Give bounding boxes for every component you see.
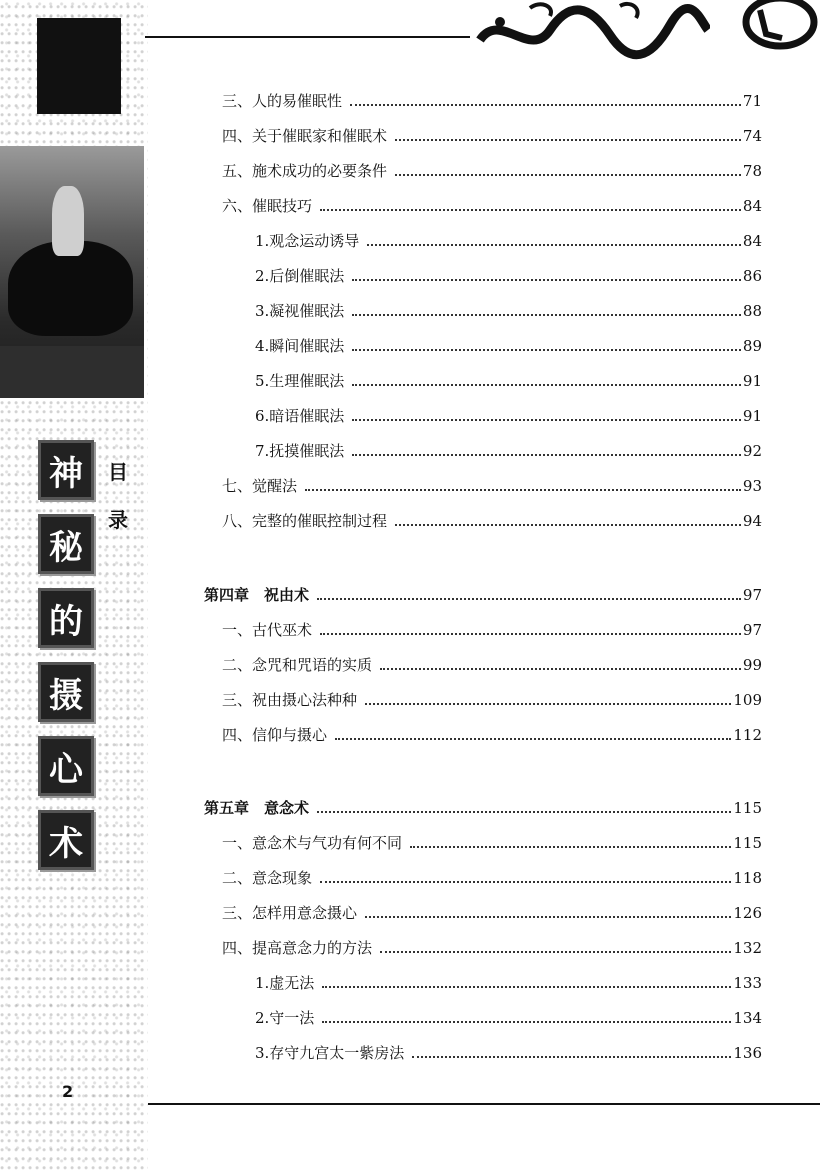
toc-entry-page: 115 (733, 834, 762, 852)
leader-dots (317, 811, 731, 813)
toc-entry-page: 132 (733, 939, 762, 957)
leader-dots (320, 633, 741, 635)
toc-entry[interactable] (255, 335, 762, 356)
leader-dots (395, 524, 741, 526)
toc-entry-page: 91 (742, 407, 762, 425)
toc-entry[interactable] (222, 689, 762, 710)
toc-entry-page: 84 (742, 232, 762, 250)
toc-entry[interactable] (222, 510, 762, 531)
toc-entry-page: 86 (742, 267, 762, 285)
toc-entry-page: 94 (742, 512, 762, 530)
contents-label-char: 目 (108, 460, 128, 484)
toc-entry[interactable] (255, 370, 762, 391)
toc-entry-label: 5.生理催眠法 (255, 372, 345, 390)
toc-entry[interactable] (255, 265, 762, 286)
leader-dots (352, 454, 741, 456)
leader-dots (410, 846, 731, 848)
toc-entry-page: 136 (733, 1044, 762, 1062)
toc-entry-label: 一、意念术与气功有何不同 (222, 834, 403, 852)
leader-dots (320, 881, 731, 883)
toc-entry[interactable] (222, 90, 762, 111)
toc-entry[interactable] (222, 832, 762, 853)
toc-entry-label: 三、人的易催眠性 (222, 92, 343, 110)
toc-entry-page: 133 (733, 974, 762, 992)
leader-dots (365, 703, 731, 705)
toc-entry-page: 93 (742, 477, 762, 495)
toc-entry-label: 6.暗语催眠法 (255, 407, 345, 425)
toc-entry-label: 四、提高意念力的方法 (222, 939, 373, 957)
leader-dots (317, 598, 741, 600)
leader-dots (305, 489, 741, 491)
leader-dots (352, 384, 741, 386)
leader-dots (367, 244, 741, 246)
toc-entry[interactable] (255, 405, 762, 426)
toc-entry-page: 91 (742, 372, 762, 390)
title-char: 秘 (38, 514, 94, 574)
toc-entry-label: 7.抚摸催眠法 (255, 442, 345, 460)
leader-dots (365, 916, 731, 918)
toc-entry-label: 七、觉醒法 (222, 477, 298, 495)
toc-entry-label: 二、意念现象 (222, 869, 313, 887)
toc-entry-label: 四、信仰与摄心 (222, 726, 328, 744)
leader-dots (322, 986, 731, 988)
footer-rule (148, 1103, 820, 1105)
toc-entry[interactable] (222, 195, 762, 216)
title-char: 的 (38, 588, 94, 648)
leader-dots (350, 104, 741, 106)
toc-entry-label: 第四章 祝由术 (204, 586, 310, 604)
leader-dots (412, 1056, 731, 1058)
toc-entry[interactable] (255, 972, 762, 993)
leader-dots (352, 314, 741, 316)
toc-entry-page: 92 (742, 442, 762, 460)
toc-entry[interactable] (222, 902, 762, 923)
toc-entry-label: 3.凝视催眠法 (255, 302, 345, 320)
toc-entry-label: 二、念咒和咒语的实质 (222, 656, 373, 674)
toc-entry[interactable] (222, 160, 762, 181)
leader-dots (352, 279, 741, 281)
toc-entry-label: 八、完整的催眠控制过程 (222, 512, 388, 530)
toc-entry-page: 112 (733, 726, 762, 744)
title-char: 摄 (38, 662, 94, 722)
toc-entry-label: 一、古代巫术 (222, 621, 313, 639)
toc-entry-label: 第五章 意念术 (204, 799, 310, 817)
leader-dots (380, 668, 741, 670)
toc-entry-page: 109 (733, 691, 762, 709)
page-number: 2 (62, 1082, 74, 1101)
toc-entry-label: 四、关于催眠家和催眠术 (222, 127, 388, 145)
toc-entry-label: 2.守一法 (255, 1009, 315, 1027)
toc-chapter-row[interactable] (204, 797, 762, 818)
toc-entry-page: 97 (742, 586, 762, 604)
toc-entry-label: 三、怎样用意念摄心 (222, 904, 358, 922)
leader-dots (322, 1021, 731, 1023)
toc-entry[interactable] (255, 230, 762, 251)
toc-entry-page: 97 (742, 621, 762, 639)
toc-entry-page: 126 (733, 904, 762, 922)
toc-entry-page: 115 (733, 799, 762, 817)
leader-dots (320, 209, 741, 211)
toc-entry[interactable] (255, 440, 762, 461)
toc-entry-label: 2.后倒催眠法 (255, 267, 345, 285)
toc-entry[interactable] (255, 1007, 762, 1028)
toc-entry[interactable] (255, 300, 762, 321)
toc-entry-page: 99 (742, 656, 762, 674)
toc-entry-label: 三、祝由摄心法种种 (222, 691, 358, 709)
toc-entry[interactable] (222, 654, 762, 675)
toc-entry-page: 84 (742, 197, 762, 215)
leader-dots (380, 951, 731, 953)
toc-entry[interactable] (222, 867, 762, 888)
toc-entry-page: 89 (742, 337, 762, 355)
title-char: 神 (38, 440, 94, 500)
toc-entry[interactable] (222, 724, 762, 745)
toc-entry[interactable] (222, 937, 762, 958)
toc-entry-label: 4.瞬间催眠法 (255, 337, 345, 355)
toc-entry-page: 78 (742, 162, 762, 180)
toc-entry-label: 3.存守九宫太一紫房法 (255, 1044, 405, 1062)
toc-entry[interactable] (222, 475, 762, 496)
toc-entry-page: 74 (742, 127, 762, 145)
leader-dots (352, 419, 741, 421)
leader-dots (335, 738, 731, 740)
toc-entry-page: 134 (733, 1009, 762, 1027)
toc-entry[interactable] (222, 619, 762, 640)
toc-entry-label: 1.虚无法 (255, 974, 315, 992)
toc-entry-label: 1.观念运动诱导 (255, 232, 360, 250)
toc-entry-label: 六、催眠技巧 (222, 197, 313, 215)
toc-entry-page: 88 (742, 302, 762, 320)
title-char: 心 (38, 736, 94, 796)
toc-entry[interactable] (222, 125, 762, 146)
contents-label-char: 录 (108, 508, 128, 532)
leader-dots (395, 139, 741, 141)
toc-entry[interactable] (255, 1042, 762, 1063)
toc-entry-page: 71 (742, 92, 762, 110)
toc-chapter-row[interactable] (204, 584, 762, 605)
leader-dots (395, 174, 741, 176)
toc-entry-label: 五、施术成功的必要条件 (222, 162, 388, 180)
title-char: 术 (38, 810, 94, 870)
toc-entry-page: 118 (733, 869, 762, 887)
leader-dots (352, 349, 741, 351)
